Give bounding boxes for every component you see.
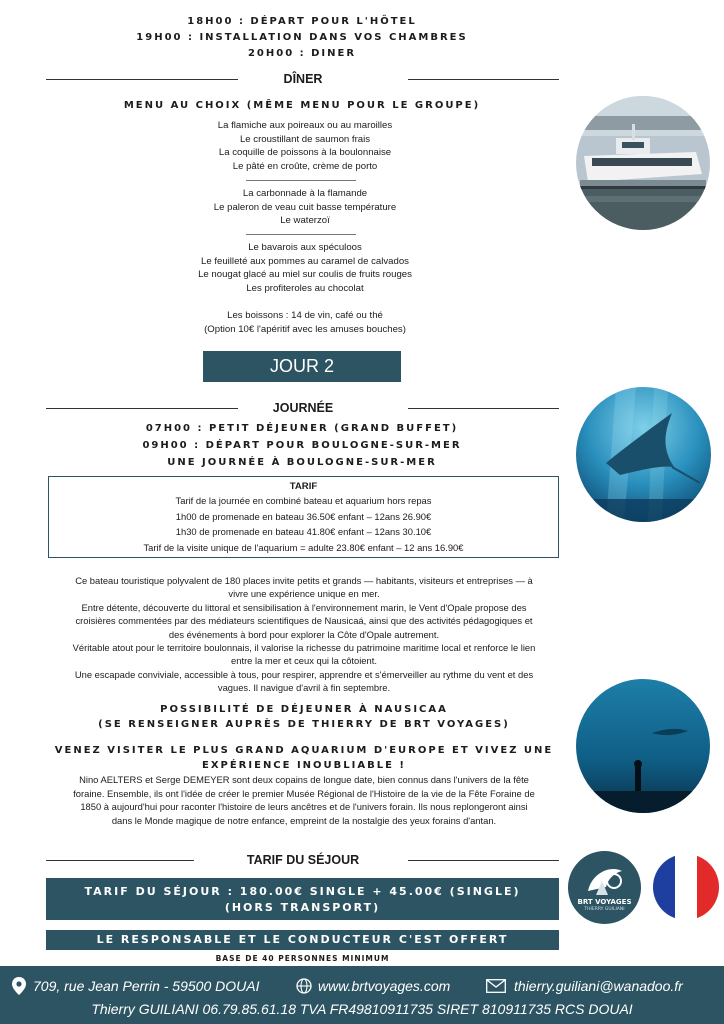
- aquarium-text-line: Nino AELTERS et Serge DEMEYER sont deux copains de longue date, bien connus dans l'univers de la fête: [79, 774, 529, 785]
- french-flag: [653, 854, 719, 920]
- desc-line: entre la mer et ceux qui la côtoient.: [231, 655, 377, 667]
- tarif-line: 1h30 de promenade en bateau 41.80€ enfant – 12ans 30.10€: [175, 526, 432, 537]
- menu-drinks: [130, 309, 480, 336]
- desc-line: Véritable atout pour le territoire boulonnais, il valorise la richesse du patrimoine maritime local et renforce le lien: [72, 642, 536, 654]
- day-2-banner: JOUR 2: [203, 351, 401, 382]
- footer: [0, 966, 724, 1024]
- tarif-line: Tarif de la visite unique de l'aquarium = adulte 23.80€ enfant – 12 ans 16.90€: [143, 541, 464, 553]
- menu-mains: [130, 187, 480, 228]
- dinner-heading: [46, 69, 560, 89]
- logo-sub: THIERRY GUILIANI: [584, 907, 625, 912]
- menu-item: Le croustillant de saumon frais: [239, 133, 371, 145]
- journee-title: JOURNÉE: [272, 401, 334, 415]
- drinks-text: Les boissons : 14 de vin, café ou thé: [227, 310, 383, 321]
- dinner-title: DÎNER: [283, 72, 323, 86]
- lunch-line: POSSIBILITÉ DE DÉJEUNER À NAUSICAA: [160, 704, 448, 715]
- price-line: TARIF DU SÉJOUR : 180.00€ SINGLE + 45.00€ (SINGLE): [84, 885, 521, 898]
- aquarium-line: VENEZ VISITER LE PLUS GRAND AQUARIUM D'EUROPE ET VIVEZ UNE: [54, 745, 554, 756]
- logo-name: BRT VOYAGES: [577, 898, 632, 906]
- menu-item: Le paleron de veau cuit basse température: [213, 201, 397, 213]
- schedule-line: 09H00 : DÉPART POUR BOULOGNE-SUR-MER: [142, 440, 462, 451]
- brt-voyages-logo: [568, 851, 641, 924]
- option-text: (Option 10€ l'apéritif avec les amuses bouches): [204, 323, 406, 335]
- boat-description: [48, 574, 560, 695]
- footer-contact-row: [0, 976, 724, 996]
- globe-icon: [296, 976, 316, 999]
- desc-line: croisières commentées par des médiateurs scientifiques de Nausicaá, ainsi que des activités pédagogiques et: [75, 615, 533, 627]
- tarif-title: TARIF: [289, 481, 318, 492]
- offer-bar: LE RESPONSABLE ET LE CONDUCTEUR C'EST OFFERT: [46, 930, 559, 950]
- schedule-line: 20H00 : DINER: [247, 48, 357, 59]
- menu-item: Le feuilleté aux pommes au caramel de calvados: [201, 255, 409, 267]
- menu-separator: [246, 234, 356, 235]
- journee-heading: [46, 398, 560, 418]
- boat-photo: [576, 96, 710, 230]
- menu-item: Le pâté en croûte, crème de porto: [232, 160, 378, 172]
- lunch-info: [48, 702, 560, 732]
- legal-info: Thierry GUILIANI 06.79.85.61.18 TVA FR49810911735 SIRET 810911735 RCS DOUAI: [91, 1001, 633, 1017]
- menu-separator: [246, 180, 356, 181]
- menu-item: Le waterzoï: [280, 215, 330, 227]
- menu-item: La coquille de poissons à la boulonnaise: [218, 147, 392, 159]
- sejour-title: TARIF DU SÉJOUR: [246, 853, 360, 867]
- email-link[interactable]: thierry.guiliani@wanadoo.fr: [514, 978, 683, 994]
- desc-line: Une escapade conviviale, accessible à tous, pour respirer, apprendre et s'émerveiller au rythme du vent et des: [74, 668, 534, 680]
- schedule-line: 18H00 : DÉPART POUR L'HÔTEL: [187, 16, 417, 27]
- desc-line: Entre détente, découverte du littoral et sensibilisation à l'environnement marin, le Vent d'Opale propose des: [81, 601, 527, 613]
- desc-line: vivre une expérience unique en mer.: [228, 588, 380, 600]
- tarif-line: Tarif de la journée en combiné bateau et aquarium hors repas: [175, 495, 432, 506]
- menu-starters: [130, 119, 480, 173]
- menu-desserts: [130, 241, 480, 295]
- aquarium-line: EXPÉRIENCE INOUBLIABLE !: [201, 760, 406, 771]
- menu-item: Les profiteroles au chocolat: [246, 282, 364, 294]
- evening-schedule: [60, 14, 544, 62]
- menu-item: La flamiche aux poireaux ou au maroilles: [217, 120, 393, 131]
- website-link[interactable]: www.brtvoyages.com: [318, 978, 451, 994]
- aquarium-text-line: foraine. Ensemble, ils ont l'idée de créer le premier Musée Régional de l'Histoire de la vie de la Fête Foraine de: [73, 787, 535, 799]
- day-2-schedule: [60, 420, 544, 471]
- desc-line: vagues. Il navigue d'avril à fin septembre.: [217, 682, 391, 694]
- aquarium-text-line: 1850 à aujourd'hui pour raconter l'histoire de leurs ancêtres et de l'univers forain. Ils nous replongeront ainsi: [80, 801, 528, 813]
- menu-title: MENU AU CHOIX (MÊME MENU POUR LE GROUPE): [123, 100, 481, 111]
- price-line: (HORS TRANSPORT): [224, 901, 381, 914]
- lunch-line: (SE RENSEIGNER AUPRÈS DE THIERRY DE BRT VOYAGES): [98, 719, 510, 730]
- tarif-box: [48, 476, 559, 558]
- schedule-line: UNE JOURNÉE À BOULOGNE-SUR-MER: [167, 457, 437, 468]
- minimum-text: BASE DE 40 PERSONNES MINIMUM: [215, 954, 390, 963]
- aquarium-photo: [576, 679, 710, 813]
- aquarium-text-line: dans le Monde magique de notre enfance, empreint de la nostalgie des yeux forains d'antan.: [111, 814, 497, 826]
- desc-line: Ce bateau touristique polyvalent de 180 places invite petits et grands — habitants, visiteurs et entreprises — à: [75, 575, 533, 586]
- schedule-line: 19H00 : INSTALLATION DANS VOS CHAMBRES: [136, 32, 468, 43]
- aquarium-heading: [48, 743, 560, 773]
- manta-ray-photo: [576, 387, 711, 522]
- desc-line: des événements à bord pour explorer la Côte d'Opale autrement.: [168, 628, 440, 640]
- menu-item: La carbonnade à la flamande: [242, 188, 368, 199]
- menu-item: Le nougat glacé au miel sur coulis de fruits rouges: [198, 269, 412, 281]
- mail-icon: [486, 976, 508, 998]
- location-pin-icon: [12, 976, 30, 1000]
- price-bar: [46, 878, 559, 920]
- schedule-line: 07H00 : PETIT DÉJEUNER (GRAND BUFFET): [145, 423, 459, 434]
- aquarium-text: [48, 773, 560, 827]
- menu-item: Le bavarois aux spéculoos: [248, 242, 362, 253]
- sejour-heading: [46, 850, 560, 870]
- tarif-line: 1h00 de promenade en bateau 36.50€ enfant – 12ans 26.90€: [175, 510, 432, 522]
- address-text: 709, rue Jean Perrin - 59500 DOUAI: [33, 978, 260, 994]
